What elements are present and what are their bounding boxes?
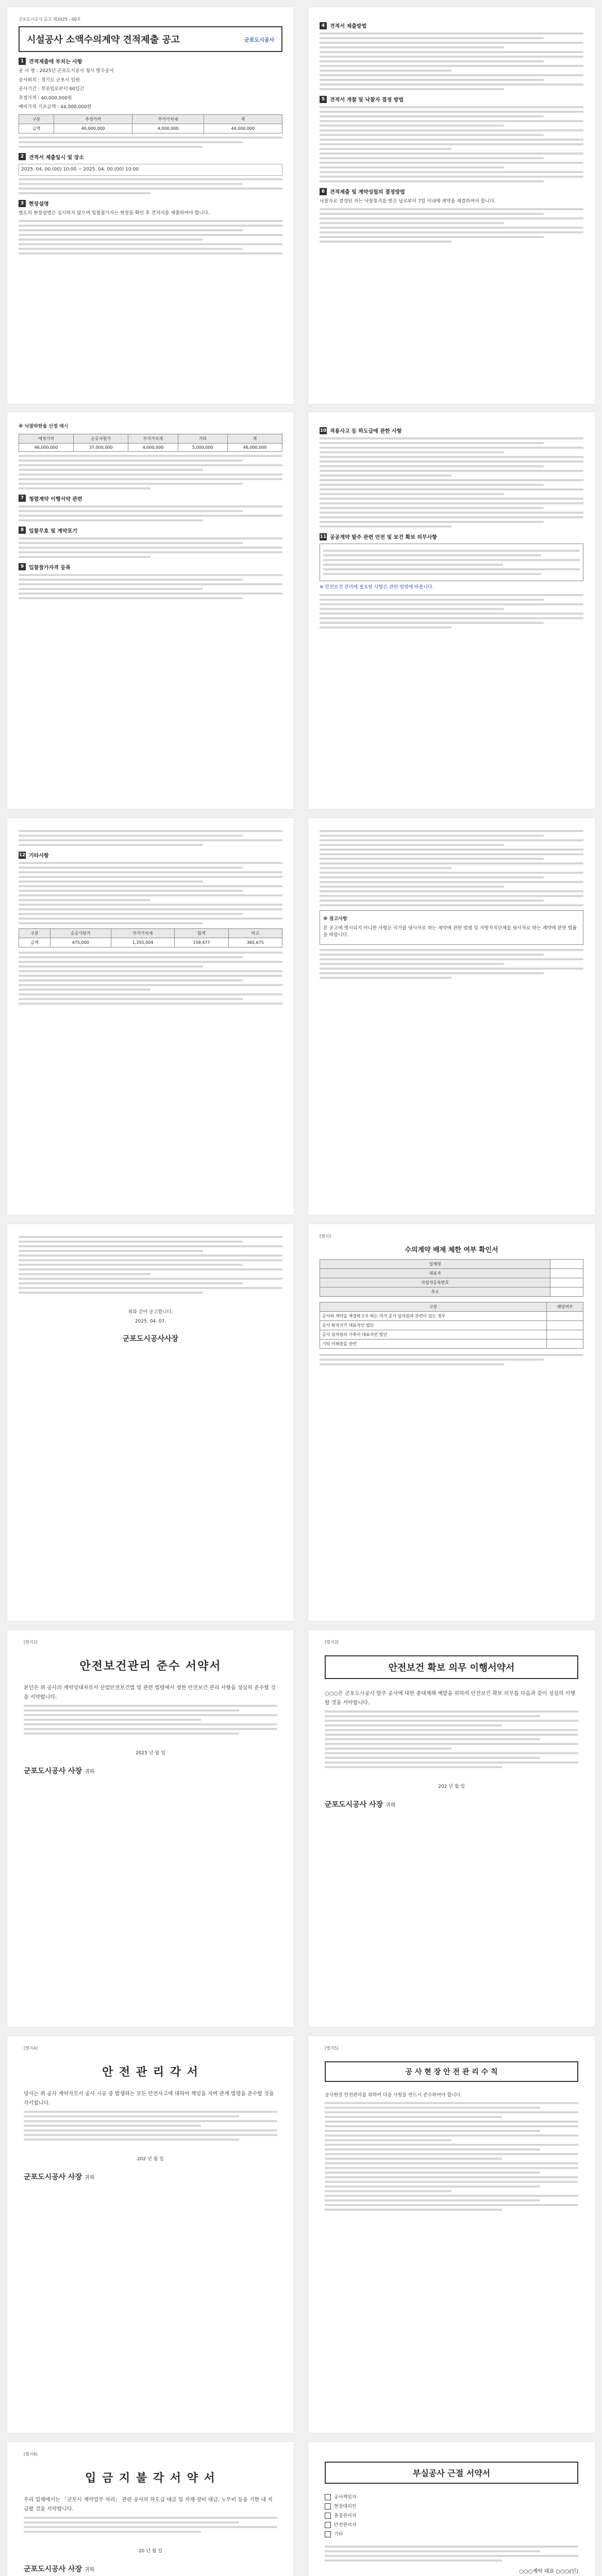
- page-12: [308, 2036, 595, 2433]
- section-8-header: 8 입찰무효 및 계약포기: [19, 527, 282, 534]
- check-cell[interactable]: [547, 1330, 583, 1340]
- safety-box: [320, 544, 583, 581]
- safety-notice: ※ 안전보건 관리에 필요한 사항은 관련 법령에 따릅니다.: [320, 585, 434, 590]
- representative-field[interactable]: [550, 1269, 583, 1278]
- checkbox[interactable]: [325, 2531, 331, 2537]
- section-2-header: 2 견적서 제출일시 및 장소: [19, 153, 282, 161]
- table-row: 46,000,000 37,000,000 4,000,000 5,000,000 46,000,000: [19, 443, 282, 451]
- form-title: 수의계약 배제 체한 여부 확인서: [405, 1246, 498, 1254]
- recipient: 군포도시공사 사장 귀하: [24, 1767, 95, 1775]
- recipient: 군포도시공사 사장 귀하: [325, 1800, 396, 1809]
- form-body: ○○○은 군포도시공사 발주 공사에 대한 중대재해 예방을 위하여 안전보건 확보 의무를 다음과 같이 성실히 이행할 것을 서약합니다.: [325, 1691, 576, 1706]
- business-number-field[interactable]: [550, 1278, 583, 1287]
- form-title: 안 전 관 리 각 서: [102, 2066, 199, 2079]
- check-cell[interactable]: [547, 1312, 583, 1321]
- page-title: 시설공사 소액수의계약 견적제출 공고: [27, 35, 180, 45]
- page-7: [7, 1224, 294, 1621]
- section-3-text: 별도의 현장설명은 실시하지 않으며 입찰참가자는 현장을 확인 후 견적서를 제출하여야 합니다.: [19, 211, 210, 216]
- page-5: [7, 818, 294, 1215]
- price-table: 구분 추정가격 부가가치세 계 금액 40,000,000 4,000,000 44,000,000: [19, 114, 282, 133]
- form-label: [별지3]: [325, 1640, 339, 1645]
- page-1: [7, 7, 294, 404]
- section-5-header: 5 견적서 개찰 및 낙찰자 결정 방법: [320, 95, 583, 103]
- closing-text: 위와 같이 공고합니다.: [128, 1310, 173, 1315]
- logo: 군포도시공사: [244, 37, 274, 43]
- section-4-header: 4 견적서 제출방법: [320, 22, 583, 29]
- doc-ref: 군포도시공사 공고 제2025 - 00호: [19, 17, 81, 22]
- form-label: [별지6]: [24, 2452, 38, 2456]
- form-label: [별지]: [320, 1234, 331, 1239]
- address-field[interactable]: [550, 1287, 583, 1297]
- form-label: [별지2]: [24, 1640, 38, 1645]
- list-item: 공사위치 : 경기도 군포시 일원: [19, 77, 80, 83]
- form-label: [별지5]: [325, 2046, 339, 2050]
- form-intro: 공사현장 안전관리를 위하여 다음 사항을 반드시 준수하여야 합니다.: [325, 2093, 462, 2098]
- section-11-header: 11 공공계약 발주 관련 안전 및 보건 확보 의무사항: [320, 534, 437, 540]
- table-row: 기타 이해충돌 관련: [320, 1340, 583, 1349]
- section-1-list: [19, 68, 282, 111]
- page-14: [308, 2442, 595, 2576]
- form-title: 공 사 현 장 안 전 관 리 수 칙: [325, 2061, 578, 2082]
- list-item[interactable]: 품질관리자: [325, 2513, 578, 2520]
- form-title: 입 금 지 불 각 서 약 서: [85, 2472, 216, 2485]
- note-text: 본 공고에 명시되지 아니한 사항은 국가를 당사자로 하는 계약에 관한 법령 및 지방자치단체를 당사자로 하는 계약에 관한 법률을 따릅니다.: [323, 925, 577, 938]
- table-row: 공사 임직원의 가족이 대표자인 법인: [320, 1330, 583, 1340]
- table-row: 금액 475,000 1,355,004 158,477 365,675: [19, 938, 282, 947]
- form-date: 202 년 월 일: [438, 1784, 465, 1789]
- form-title: 안전보건관리 준수 서약서: [79, 1660, 222, 1673]
- list-item: 공 사 명 : 2025년 군포도시공사 청사 방수공사: [19, 69, 114, 74]
- check-cell[interactable]: [547, 1321, 583, 1330]
- company-name-field[interactable]: [550, 1260, 583, 1269]
- notice-date: 2025. 04. 07.: [135, 1318, 166, 1324]
- form-body: 당사는 위 공사 계약자로서 공사 시공 중 발생하는 모든 안전사고에 대하여 책임을 지며 관계 법령을 준수할 것을 각서합니다.: [24, 2091, 274, 2106]
- notice-title-box: [19, 26, 282, 52]
- list-item: 예비가격 기초금액 : 44,000,000원: [19, 105, 92, 110]
- note-title: ※ 참고사항: [323, 917, 347, 922]
- list-item[interactable]: 현장대리인: [325, 2503, 578, 2511]
- form-date: 202 년 월 일: [137, 2157, 164, 2162]
- list-item: 공사기간 : 착공일로부터 60일간: [19, 87, 85, 92]
- recipient: 군포도시공사 사장 귀하: [24, 2565, 95, 2573]
- form-title: 부실공사 근절 서약서: [325, 2462, 578, 2484]
- note-box: [320, 910, 583, 945]
- submission-period: 2025. 04. 00.(00) 10:00 ~ 2025. 04. 00.(00) 10:00: [19, 164, 282, 176]
- list-item[interactable]: 기타: [325, 2531, 578, 2538]
- page-10: [308, 1630, 595, 2027]
- page-9: [7, 1630, 294, 2027]
- page-13: [7, 2442, 294, 2576]
- calc-table: 예정가격 순공사원가 부가가치세 기타 계 46,000,000 37,000,000 4,000,000 5,000,000 46,000,000: [19, 434, 282, 452]
- section-6-text: 낙찰자로 결정된 자는 낙찰통지를 받은 날로부터 7일 이내에 계약을 체결하여야 합니다.: [320, 199, 496, 204]
- checkbox[interactable]: [325, 2494, 331, 2500]
- section-1-header: 1 견적제출에 부치는 사항: [19, 57, 282, 65]
- form-title: 안전보건 확보 의무 이행서약서: [325, 1655, 578, 1679]
- list-item[interactable]: 안전관리자: [325, 2522, 578, 2529]
- form-body: 우리 업체에서는 「군포시 계약업무 처리」 관련 공사의 하도급 대금 및 자재·장비 대금, 노무비 등을 기한 내 지급할 것을 서약합니다.: [24, 2497, 273, 2512]
- section-3-header: 3 현장설명: [19, 199, 282, 207]
- calc-title: ※ 낙찰하한율 산정 예시: [19, 424, 69, 429]
- page-6: [308, 818, 595, 1215]
- check-table: 구분 해당여부 공사와 계약을 체결하고자 하는 자가 공사 임직원과 관련이 있는 경우 공사 퇴직자가 대표자인 법인 공사 임직원의 가족이 대표자인 법인 기타 이해충돌 관련: [320, 1302, 583, 1349]
- signature-line: ○○○계약 대표 ○○○(인): [519, 2569, 578, 2574]
- form-body: 본인은 위 공사의 계약상대자로서 산업안전보건법 및 관련 법령에서 정한 안전보건 관리 사항을 성실히 준수할 것을 서약합니다.: [24, 1685, 276, 1700]
- checkbox[interactable]: [325, 2522, 331, 2528]
- checkbox[interactable]: [325, 2503, 331, 2510]
- section-7-header: 7 청렴계약 이행서약 관련: [19, 495, 282, 502]
- page-8: [308, 1224, 595, 1621]
- section-10-header: 10 적용사고 등 하도급에 관한 사항: [320, 428, 402, 434]
- form-label: [별지4]: [24, 2046, 38, 2050]
- table-row: 금액 40,000,000 4,000,000 44,000,000: [19, 124, 282, 133]
- list-item[interactable]: 공사책임자: [325, 2494, 578, 2501]
- company-info-table: 업체명 대표자 사업자등록번호 주소: [320, 1259, 583, 1297]
- form-date: 20 년 월 일: [138, 2549, 163, 2554]
- check-cell[interactable]: [547, 1340, 583, 1349]
- recipient: 군포도시공사 사장 귀하: [24, 2173, 95, 2181]
- issuer: 군포도시공사사장: [122, 1335, 179, 1343]
- list-item: 추정가격 : 40,000,000원: [19, 95, 72, 101]
- page-3: [7, 412, 294, 809]
- section-6-header: 6 견적제출 및 계약성립의 결정방법: [320, 188, 583, 195]
- table-row: 공사와 계약을 체결하고자 하는 자가 공사 임직원과 관련이 있는 경우: [320, 1312, 583, 1321]
- checkbox[interactable]: [325, 2513, 331, 2519]
- check-list: [325, 2494, 578, 2538]
- summary-table: 구분 순공사원가 부가가치세 합계 비고 금액 475,000 1,355,004 158,477 365,675: [19, 928, 282, 947]
- page-2: [308, 7, 595, 404]
- form-date: 2025 년 월 일: [136, 1751, 165, 1756]
- table-row: 공사 퇴직자가 대표자인 법인: [320, 1321, 583, 1330]
- page-4: [308, 412, 595, 809]
- page-11: [7, 2036, 294, 2433]
- section-9-header: 9 입찰참가자격 등록: [19, 563, 282, 571]
- section-12-header: 12 기타사항: [19, 852, 49, 859]
